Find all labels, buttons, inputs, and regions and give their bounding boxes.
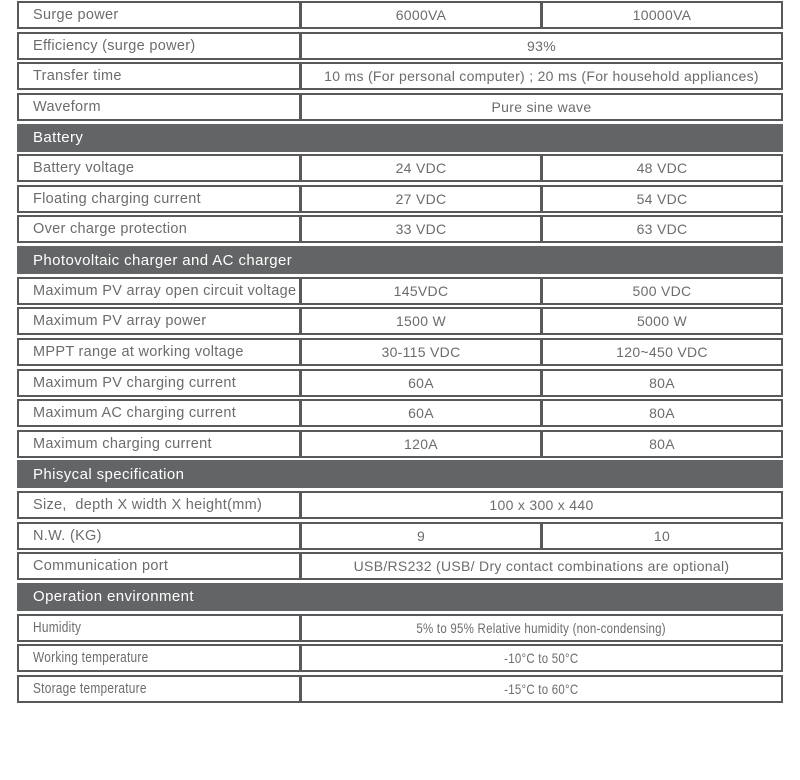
spec-value-2: 10000VA — [632, 7, 692, 23]
spec-value-1: 5% to 95% Relative humidity (non-condensing) — [416, 619, 667, 636]
spec-value-1: 33 VDC — [395, 221, 447, 238]
spec-label: N.W. (KG) — [33, 527, 102, 544]
spec-value-cell-1 — [302, 309, 543, 333]
spec-value-1: 93% — [527, 37, 556, 54]
table-row — [17, 185, 783, 213]
spec-value-cell-1 — [302, 187, 543, 211]
spec-value-cell-1 — [302, 524, 543, 548]
spec-value-cell-1 — [302, 3, 543, 27]
spec-value-cell-1 — [302, 677, 781, 701]
spec-value-2: 80A — [649, 405, 675, 422]
spec-value-cell-2 — [543, 432, 781, 456]
table-row — [17, 32, 783, 60]
spec-value-cell-1 — [302, 371, 543, 395]
spec-label-cell — [19, 371, 302, 395]
spec-label: Battery voltage — [33, 160, 135, 177]
spec-value-cell-1 — [302, 64, 781, 88]
spec-value-cell-2 — [543, 340, 781, 364]
spec-label: Over charge protection — [33, 221, 188, 238]
spec-label: Waveform — [33, 98, 101, 115]
table-row — [17, 491, 783, 519]
spec-value-1: 10 ms (For personal computer) ; 20 ms (For household appliances) — [324, 68, 759, 85]
spec-value-cell-1 — [302, 493, 781, 517]
spec-value-cell-1 — [302, 340, 543, 364]
spec-value-1: 27 VDC — [395, 190, 447, 207]
spec-label: Maximum PV array open circuit voltage — [33, 282, 297, 299]
spec-value-2: 54 VDC — [636, 190, 688, 207]
spec-value-cell-2 — [543, 401, 781, 425]
spec-value-cell-2 — [543, 3, 781, 27]
spec-value-1: 120A — [404, 435, 438, 452]
spec-label: Maximum AC charging current — [33, 405, 237, 422]
table-row — [17, 369, 783, 397]
spec-label-cell — [19, 309, 302, 333]
spec-value-1: 100 x 300 x 440 — [489, 497, 594, 513]
spec-label-cell — [19, 554, 302, 578]
spec-value-2: 120~450 VDC — [616, 343, 708, 360]
spec-label-cell — [19, 64, 302, 88]
spec-label-cell — [19, 279, 302, 303]
section-header-row — [17, 246, 783, 274]
spec-value-cell-1 — [302, 616, 781, 640]
spec-label: Storage temperature — [33, 680, 147, 697]
spec-label-cell — [19, 187, 302, 211]
spec-label: Size, depth X width X height(mm) — [33, 497, 263, 513]
spec-value-cell-1 — [302, 217, 543, 241]
spec-value-1: 6000VA — [395, 7, 447, 23]
spec-value-1: -15°C to 60°C — [504, 680, 579, 697]
section-header-row — [17, 583, 783, 611]
spec-value-2: 80A — [649, 435, 675, 452]
section-header-row — [17, 124, 783, 152]
spec-label: Maximum PV array power — [33, 313, 207, 330]
table-row — [17, 552, 783, 580]
spec-label-cell — [19, 646, 302, 670]
spec-label: Working temperature — [33, 650, 149, 667]
spec-value-2: 48 VDC — [636, 160, 688, 177]
table-row — [17, 430, 783, 458]
spec-value-cell-2 — [543, 156, 781, 180]
table-row — [17, 93, 783, 121]
table-row — [17, 399, 783, 427]
table-row — [17, 277, 783, 305]
spec-value-cell-1 — [302, 646, 781, 670]
table-row — [17, 614, 783, 642]
spec-label: Humidity — [33, 619, 82, 636]
spec-label-cell — [19, 340, 302, 364]
spec-label-cell — [19, 217, 302, 241]
spec-label-cell — [19, 524, 302, 548]
table-row — [17, 307, 783, 335]
spec-label-cell — [19, 34, 302, 58]
spec-value-2: 10 — [653, 527, 671, 544]
table-row — [17, 1, 783, 29]
spec-value-cell-2 — [543, 371, 781, 395]
spec-label: Maximum PV charging current — [33, 374, 237, 391]
spec-label: Floating charging current — [33, 190, 201, 207]
spec-label-cell — [19, 432, 302, 456]
spec-value-2: 500 VDC — [632, 282, 692, 299]
spec-label: Maximum charging current — [33, 435, 212, 452]
section-title: Photovoltaic charger and AC charger — [33, 251, 293, 269]
table-row — [17, 644, 783, 672]
spec-value-cell-1 — [302, 432, 543, 456]
spec-value-1: Pure sine wave — [491, 98, 592, 115]
spec-table — [17, 1, 783, 703]
spec-label: MPPT range at working voltage — [33, 343, 244, 360]
spec-value-cell-2 — [543, 187, 781, 211]
spec-value-1: 24 VDC — [395, 160, 447, 177]
table-row — [17, 215, 783, 243]
spec-label-cell — [19, 493, 302, 517]
spec-value-2: 80A — [649, 374, 675, 391]
spec-value-cell-1 — [302, 95, 781, 119]
spec-value-cell-1 — [302, 401, 543, 425]
spec-label: Surge power — [33, 7, 119, 23]
spec-label-cell — [19, 95, 302, 119]
spec-value-1: 60A — [408, 405, 434, 422]
section-title: Phisycal specification — [33, 465, 185, 483]
table-row — [17, 522, 783, 550]
table-row — [17, 62, 783, 90]
spec-value-1: -10°C to 50°C — [504, 650, 579, 667]
spec-value-1: 30-115 VDC — [381, 343, 461, 360]
spec-value-cell-1 — [302, 156, 543, 180]
spec-value-cell-1 — [302, 34, 781, 58]
spec-label-cell — [19, 401, 302, 425]
section-header-row — [17, 460, 783, 488]
section-title: Operation environment — [33, 588, 194, 606]
spec-value-2: 63 VDC — [636, 221, 688, 238]
spec-value-cell-2 — [543, 309, 781, 333]
spec-value-1: 60A — [408, 374, 434, 391]
spec-value-1: USB/RS232 (USB/ Dry contact combinations are optional) — [353, 558, 730, 575]
spec-value-2: 5000 W — [636, 313, 688, 330]
spec-value-cell-1 — [302, 554, 781, 578]
spec-value-cell-2 — [543, 524, 781, 548]
section-title: Battery — [33, 129, 84, 146]
spec-label-cell — [19, 677, 302, 701]
spec-label-cell — [19, 616, 302, 640]
spec-value-1: 145VDC — [393, 282, 449, 299]
spec-value-1: 1500 W — [395, 313, 447, 330]
spec-label: Communication port — [33, 558, 169, 575]
spec-value-cell-2 — [543, 217, 781, 241]
spec-label-cell — [19, 3, 302, 27]
spec-value-cell-1 — [302, 279, 543, 303]
spec-label: Efficiency (surge power) — [33, 37, 196, 54]
table-row — [17, 154, 783, 182]
table-row — [17, 675, 783, 703]
spec-label: Transfer time — [33, 68, 122, 85]
table-row — [17, 338, 783, 366]
spec-value-cell-2 — [543, 279, 781, 303]
spec-label-cell — [19, 156, 302, 180]
spec-value-1: 9 — [416, 527, 426, 544]
